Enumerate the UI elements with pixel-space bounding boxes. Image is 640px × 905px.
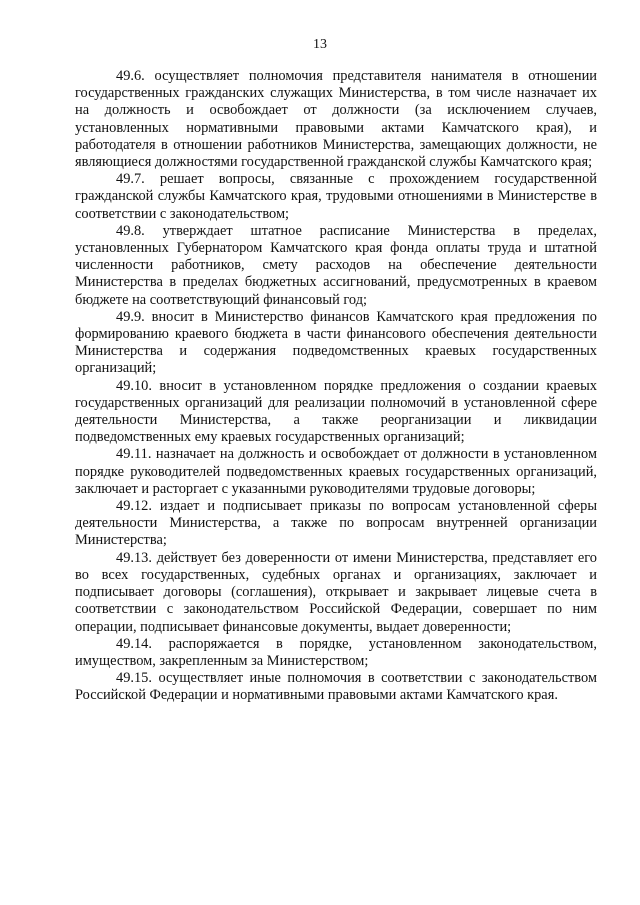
paragraph-49-10: 49.10. вносит в установленном порядке предложения о создании краевых государственных организаций для реализации полномочий в установленной сфере деятельности Министерства, а также реорганизации и ликвидации подведомственных ему краевых государственных организаций;: [75, 377, 597, 446]
paragraph-49-6: 49.6. осуществляет полномочия представителя нанимателя в отношении государственных гражданских служащих Министерства, в том числе назначает их на должность и освобождает от должности (за исключением случаев, установленных нормативными правовыми актами Камчатского края), и работодателя в отношении работников Министерства, замещающих должности, не являющиеся должностями государственной гражданской службы Камчатского края;: [75, 68, 597, 171]
paragraph-49-15: 49.15. осуществляет иные полномочия в соответствии с законодательством Российской Федерации и нормативными правовыми актами Камчатского края.: [75, 670, 597, 704]
paragraph-49-14: 49.14. распоряжается в порядке, установленном законодательством, имуществом, закрепленным за Министерством;: [75, 635, 597, 669]
paragraph-49-8: 49.8. утверждает штатное расписание Министерства в пределах, установленных Губернатором Камчатского края фонда оплаты труда и штатной численности работников, смету расходов на обеспечение деятельности Министерства в пределах бюджетных ассигнований, предусмотренных в краевом бюджете на соответствующий финансовый год;: [75, 222, 597, 308]
page-number: 13: [313, 37, 327, 52]
paragraph-49-13: 49.13. действует без доверенности от имени Министерства, представляет его во всех государственных, судебных органах и организациях, заключает и подписывает договоры (соглашения), открывает и закрывает лицевые счета в соответствии с законодательством Российской Федерации, совершает по ним операции, подписывает финансовые документы, выдает доверенности;: [75, 549, 597, 635]
paragraph-49-11: 49.11. назначает на должность и освобождает от должности в установленном порядке руководителей подведомственных краевых государственных организаций, заключает и расторгает с указанными руководителями трудовые договоры;: [75, 446, 597, 497]
paragraph-49-9: 49.9. вносит в Министерство финансов Камчатского края предложения по формированию краевого бюджета в части финансового обеспечения деятельности Министерства и содержания подведомственных краевых государственных организаций;: [75, 308, 597, 377]
document-body: [75, 68, 597, 705]
paragraph-49-7: 49.7. решает вопросы, связанные с прохождением государственной гражданской службы Камчатского края, трудовыми отношениями в Министерстве в соответствии с законодательством;: [75, 171, 597, 222]
paragraph-49-12: 49.12. издает и подписывает приказы по вопросам установленной сферы деятельности Министерства, а также по вопросам внутренней организации Министерства;: [75, 498, 597, 549]
